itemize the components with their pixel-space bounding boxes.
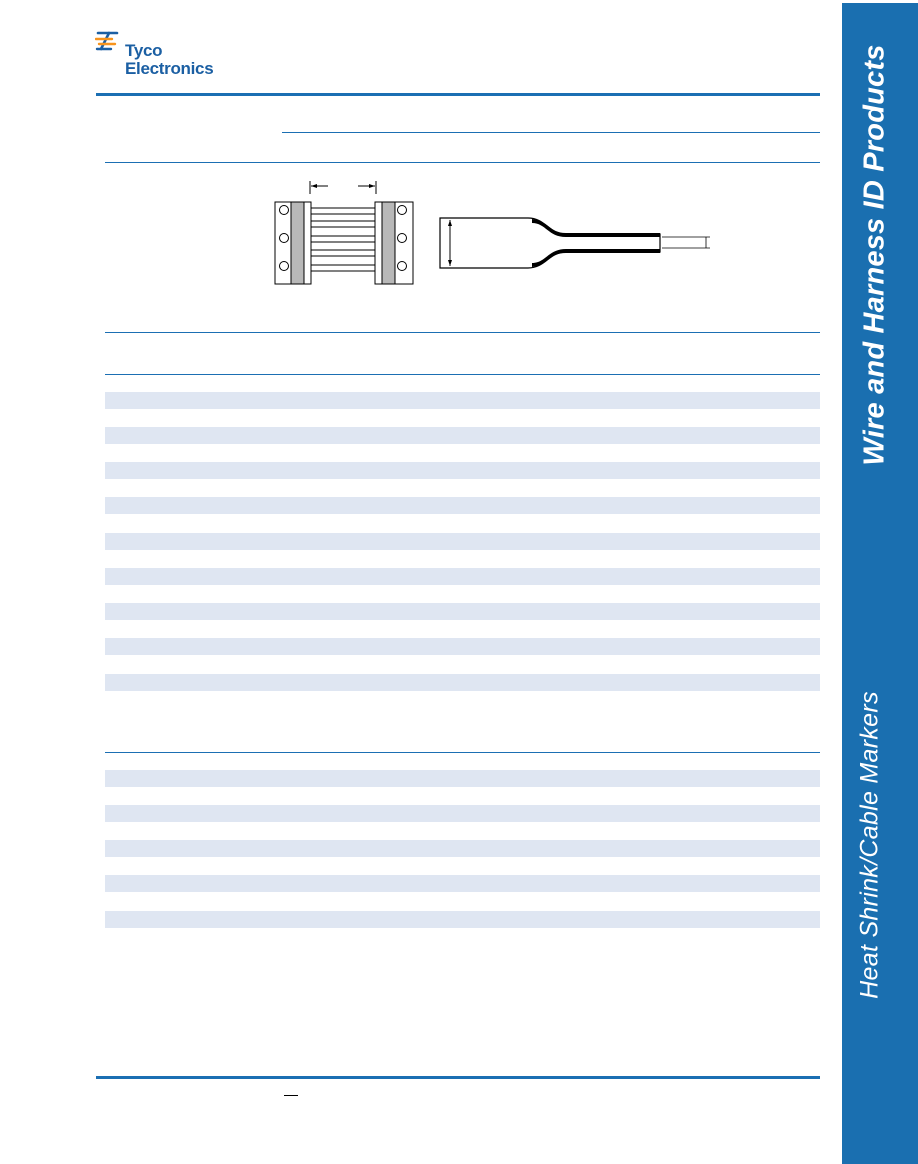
table-row [105, 638, 820, 655]
footer-rule [96, 1076, 820, 1079]
table-row [105, 805, 820, 822]
section-rule-2 [105, 162, 820, 163]
table-2-header-rule [105, 752, 820, 753]
sidebar-title-bottom: Heat Shrink/Cable Markers [855, 691, 884, 999]
table-row [105, 568, 820, 585]
tyco-logo-icon [95, 30, 121, 52]
tyco-electronics-logo [95, 28, 235, 84]
table-row [105, 427, 820, 444]
table-row [105, 840, 820, 857]
heat-shrink-sleeve-recovery-diagram-icon [438, 212, 720, 272]
table-row [105, 770, 820, 787]
header-rule [96, 93, 820, 96]
logo-wordmark [125, 42, 213, 78]
logo-line-2: Electronics [125, 59, 214, 78]
table-1-header-rule [105, 374, 820, 375]
logo-line-1: Tyco [125, 41, 163, 60]
footer-mark [284, 1095, 298, 1096]
section-rule-3 [105, 332, 820, 333]
sidebar-title-top: Wire and Harness ID Products [858, 44, 891, 466]
test-fixture-clamp-diagram-icon [274, 178, 414, 288]
table-row [105, 497, 820, 514]
table-row [105, 674, 820, 691]
table-row [105, 911, 820, 928]
table-row [105, 533, 820, 550]
table-row [105, 603, 820, 620]
table-row [105, 462, 820, 479]
section-rule-1 [282, 132, 820, 133]
table-row [105, 392, 820, 409]
table-row [105, 875, 820, 892]
